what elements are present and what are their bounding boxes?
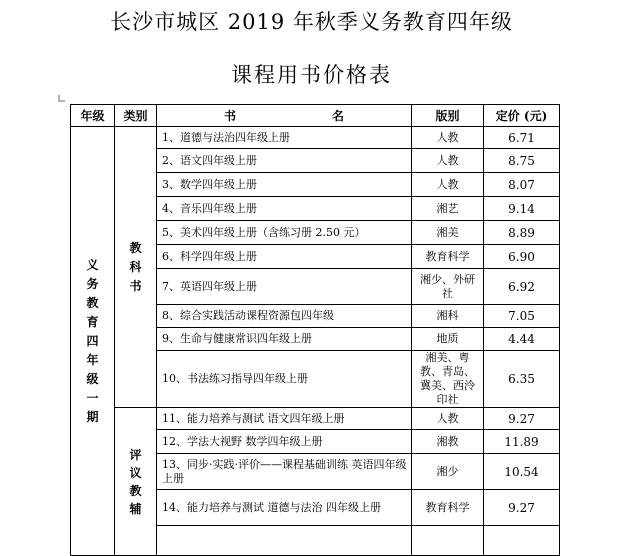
book-name: 12、学法大视野 数学四年级上册 [157, 430, 412, 454]
book-name: 3、数学四年级上册 [157, 173, 412, 197]
price: 8.07 [484, 173, 560, 197]
book-name: 2、语文四年级上册 [157, 149, 412, 173]
book-name: 14、能力培养与测试 道德与法治 四年级上册 [157, 490, 412, 526]
publisher: 湘教 [412, 430, 484, 454]
book-name: 7、英语四年级上册 [157, 269, 412, 305]
publisher: 湘少 [412, 454, 484, 490]
book-name: 1、道德与法治四年级上册 [157, 127, 412, 149]
header-book: 书 名 [157, 105, 412, 127]
publisher: 湘少、外研社 [412, 269, 484, 305]
publisher: 地质 [412, 328, 484, 351]
publisher: 教育科学 [412, 490, 484, 526]
publisher: 教育科学 [412, 245, 484, 269]
price: 9.27 [484, 408, 560, 430]
publisher: 湘美 [412, 221, 484, 245]
publisher: 湘艺 [412, 197, 484, 221]
price: 10.54 [484, 454, 560, 490]
book-name: 5、美术四年级上册（含练习册 2.50 元） [157, 221, 412, 245]
publisher: 湘美、粤教、青岛、冀美、西泠印社 [412, 351, 484, 408]
price: 6.90 [484, 245, 560, 269]
price: 4.44 [484, 328, 560, 351]
header-category: 类别 [115, 105, 157, 127]
book-name: 4、音乐四年级上册 [157, 197, 412, 221]
header-grade: 年级 [71, 105, 115, 127]
header-publisher: 版别 [412, 105, 484, 127]
book-name: 8、综合实践活动课程资源包四年级 [157, 305, 412, 328]
price: 9.14 [484, 197, 560, 221]
publisher: 人教 [412, 408, 484, 430]
price: 6.71 [484, 127, 560, 149]
category-cell-textbook: 教科书 [115, 127, 157, 408]
book-name: 11、能力培养与测试 语文四年级上册 [157, 408, 412, 430]
price: 9.27 [484, 490, 560, 526]
publisher: 湘科 [412, 305, 484, 328]
publisher [412, 526, 484, 556]
title-line-2: 课程用书价格表 [231, 63, 392, 87]
book-name: 10、书法练习指导四年级上册 [157, 351, 412, 408]
book-name: 9、生命与健康常识四年级上册 [157, 328, 412, 351]
price: 8.89 [484, 221, 560, 245]
book-name [157, 526, 412, 556]
publisher: 人教 [412, 173, 484, 197]
price: 6.92 [484, 269, 560, 305]
price: 8.75 [484, 149, 560, 173]
header-price: 定价 (元) [484, 105, 560, 127]
book-name: 13、同步·实践·评价——课程基础训练 英语四年级上册 [157, 454, 412, 490]
table-row [71, 127, 560, 149]
price: 7.05 [484, 305, 560, 328]
table-row [71, 408, 560, 430]
category-cell-supplementary: 评议教辅 [115, 408, 157, 556]
price: 11.89 [484, 430, 560, 454]
title-line-1: 长沙市城区 2019 年秋季义务教育四年级 [110, 10, 513, 34]
publisher: 人教 [412, 149, 484, 173]
grade-cell: 义务教育四年级一期 [71, 127, 115, 556]
price [484, 526, 560, 556]
price: 6.35 [484, 351, 560, 408]
header-row [71, 105, 560, 127]
cell-marker-icon [58, 94, 66, 102]
book-name: 6、科学四年级上册 [157, 245, 412, 269]
price-table [70, 104, 560, 556]
publisher: 人教 [412, 127, 484, 149]
